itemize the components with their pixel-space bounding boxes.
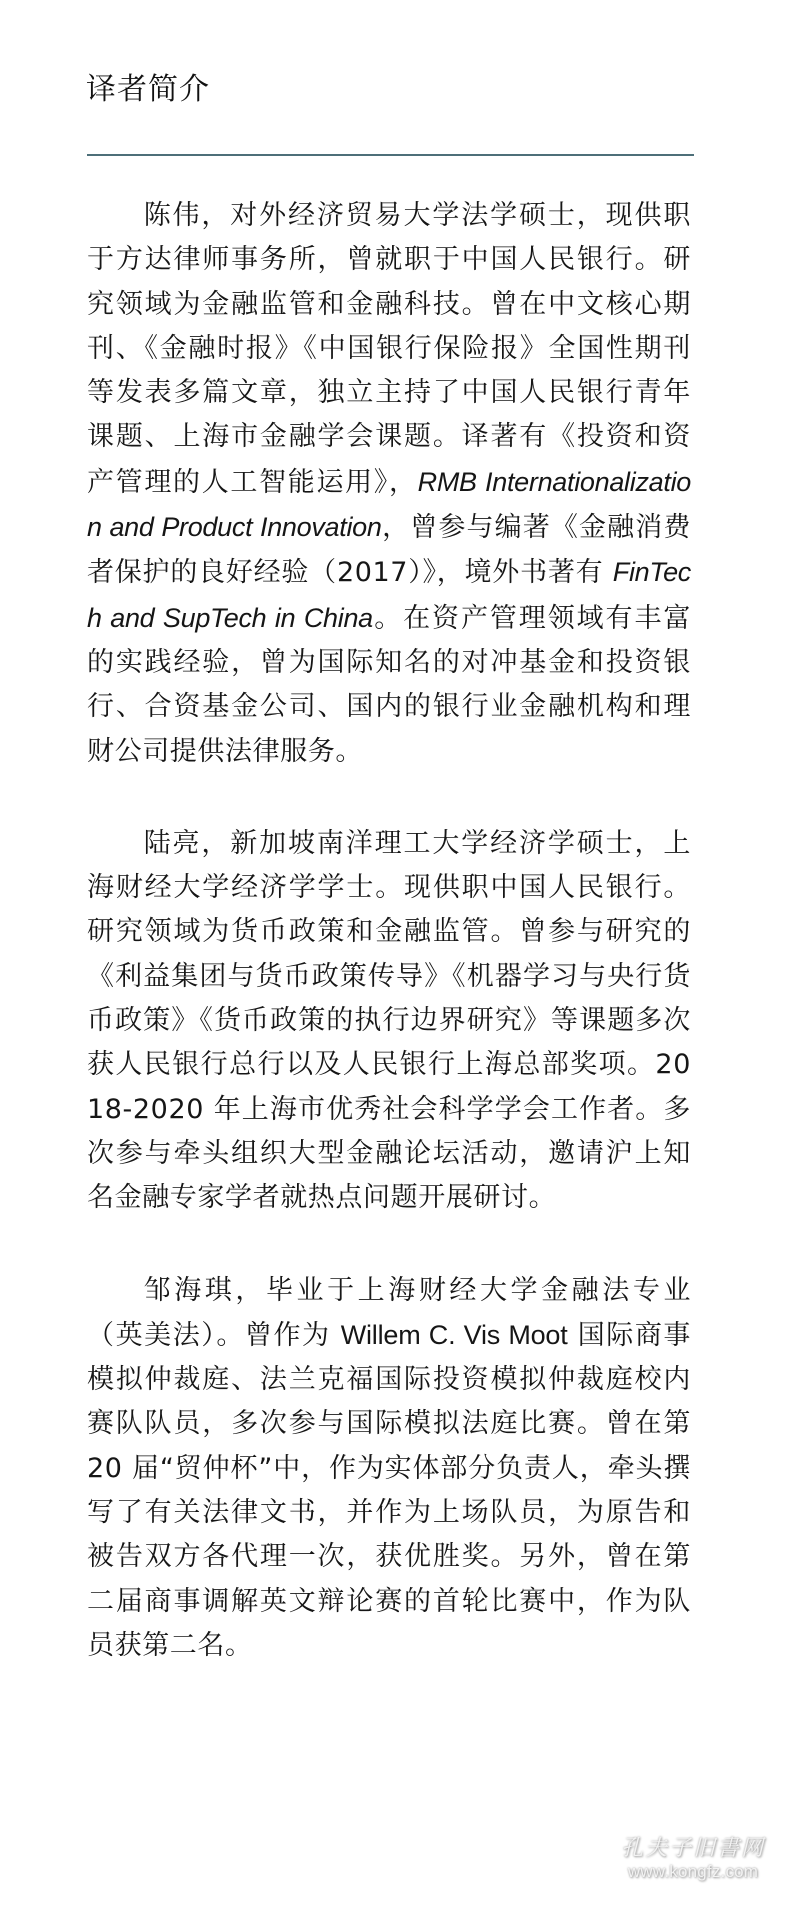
bio-text: 陈伟，对外经济贸易大学法学硕士，现供职于方达律师事务所，曾就职于中国人民银行。研究领域为金融监管和金融科技。曾在中文核心期刊、《金融时报》《中国银行保险报》全国性期刊等发表多篇文章，独立主持了中国人民银行青年课题、上海市金融学会课题。译著有《投资和资产管理的人工智能运用》，: [87, 200, 691, 498]
bio-text: ，曾参与编著《金融消费者保护的良好经验（2017）》，境外书著有: [87, 512, 691, 589]
watermark-url: www.kongfz.com: [627, 1862, 759, 1881]
bio-text: 国际商事模拟仲裁庭、法兰克福国际投资模拟仲裁庭校内赛队队员，多次参与国际模拟法庭比赛。曾在第 20 届“贸仲杯”中，作为实体部分负责人，牵头撰写了有关法律文书，并作为上场队员，为原告和被告双方各代理一次，获优胜奖。另外，曾在第二届商事调解英文辩论赛的首轮比赛中，作为队员获第二名。: [87, 1319, 691, 1661]
title-divider: [87, 154, 694, 156]
book-title-en: RMB Internationalization and Product Innovation: [87, 466, 691, 543]
watermark-site-name: 孔夫子旧書网: [620, 1836, 765, 1861]
bio-paragraph-chen-wei: [87, 194, 691, 774]
bio-text: 陆亮，新加坡南洋理工大学经济学硕士，上海财经大学经济学学士。现供职中国人民银行。研究领域为货币政策和金融监管。曾参与研究的《利益集团与货币政策传导》《机器学习与央行货币政策》《货币政策的执行边界研究》等课题多次获人民银行总行以及人民银行上海总部奖项。2018-2020 年上海市优秀社会科学学会工作者。多次参与牵头组织大型金融论坛活动，邀请沪上知名金融专家学者就热点问题开展研讨。: [87, 827, 691, 1214]
moot-court-name: Willem C. Vis Moot: [340, 1319, 568, 1350]
watermark: [598, 1836, 788, 1882]
book-title-en: FinTech and SupTech in China: [87, 557, 691, 633]
section-title: 译者简介: [86, 72, 210, 107]
bio-text: 邹海琪，毕业于上海财经大学金融法专业（英美法）。曾作为: [87, 1274, 691, 1351]
bio-text: 。在资产管理领域有丰富的实践经验，曾为国际知名的对冲基金和投资银行、合资基金公司、国内的银行业金融机构和理财公司提供法律服务。: [87, 602, 691, 767]
bio-paragraph-zou-haiqi: [87, 1269, 691, 1669]
translator-bios: [87, 194, 691, 1668]
bio-paragraph-lu-liang: [87, 822, 691, 1221]
